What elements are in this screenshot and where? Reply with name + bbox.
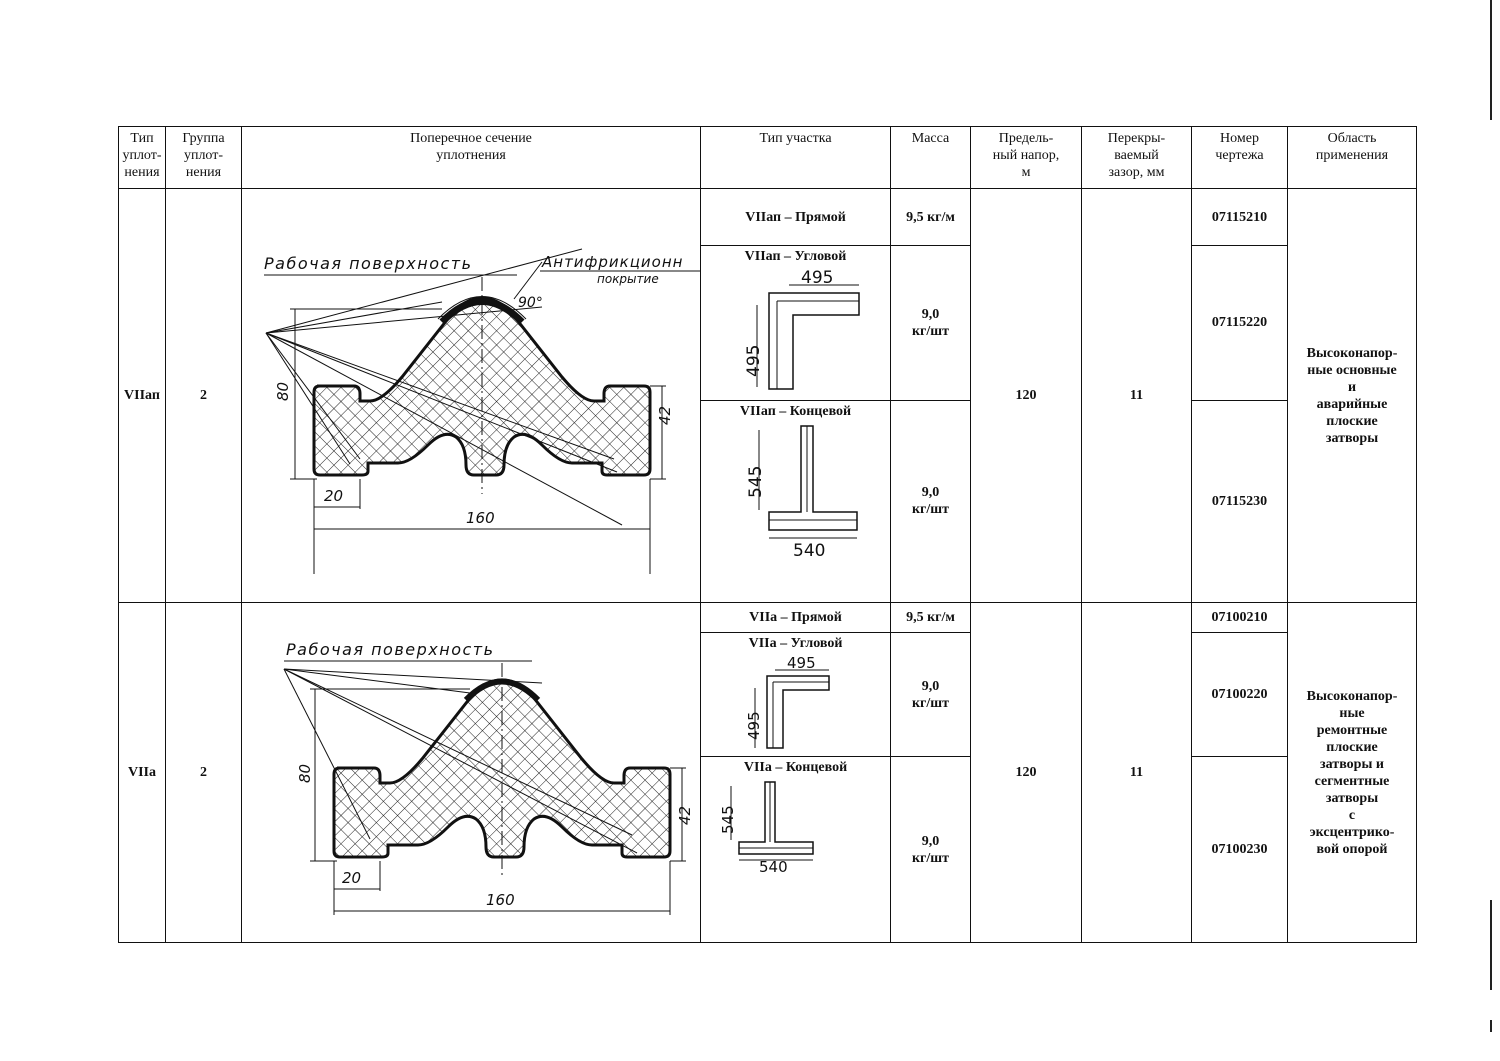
segment-corner bbox=[701, 246, 891, 400]
dim-foot-label: 20 bbox=[342, 869, 362, 887]
dim-right-label: 42 bbox=[656, 405, 674, 425]
segment-end-label: VIIап – Концевой bbox=[739, 403, 852, 419]
corner-dim-side: 495 bbox=[744, 344, 764, 378]
dim-height-label: 80 bbox=[274, 381, 292, 401]
end-dim-bottom: 540 bbox=[793, 540, 826, 561]
drawing-straight: 07115210 bbox=[1192, 189, 1288, 246]
scan-edge-line-top bbox=[1490, 0, 1492, 120]
cell-profile bbox=[242, 189, 701, 603]
table-header-row bbox=[119, 127, 1417, 189]
header-section: Поперечное сечение уплотнения bbox=[242, 127, 701, 189]
cell-group: 2 bbox=[166, 189, 242, 603]
scan-edge-line-bottom bbox=[1490, 900, 1492, 990]
coating-label: покрытие bbox=[597, 272, 659, 286]
end-dim-side: 545 bbox=[746, 465, 766, 498]
header-mass: Масса bbox=[891, 127, 971, 189]
dim-width-label: 160 bbox=[466, 509, 495, 527]
drawing-corner: 07100220 bbox=[1192, 633, 1288, 757]
end-piece-drawing bbox=[701, 420, 891, 596]
end-dim-side: 545 bbox=[719, 805, 737, 835]
drawing-corner: 07115220 bbox=[1192, 246, 1288, 400]
angle-label: 90° bbox=[518, 295, 543, 311]
scan-edge-mark bbox=[1490, 1020, 1492, 1032]
segment-end-label: VIIа – Концевой bbox=[743, 760, 848, 776]
dim-height-label: 80 bbox=[296, 763, 314, 783]
seal-profile-drawing-1 bbox=[242, 189, 701, 597]
mass-straight: 9,5 кг/м bbox=[891, 189, 971, 246]
segment-straight: VIIа – Прямой bbox=[701, 603, 891, 633]
dim-width-label: 160 bbox=[486, 891, 515, 909]
cell-area: Высоконапор- ные основные и аварийные плоские затворы bbox=[1288, 189, 1417, 603]
header-type: Тип уплот- нения bbox=[119, 127, 166, 189]
cell-head: 120 bbox=[971, 603, 1082, 943]
header-segment: Тип участка bbox=[701, 127, 891, 189]
drawing-end: 07115230 bbox=[1192, 400, 1288, 602]
table-row bbox=[119, 189, 1417, 246]
cell-profile bbox=[242, 603, 701, 943]
cell-gap: 11 bbox=[1082, 189, 1192, 603]
segment-corner-label: VIIа – Угловой bbox=[748, 636, 843, 652]
mass-end: 9,0 кг/шт bbox=[891, 757, 971, 943]
header-drawing: Номер чертежа bbox=[1192, 127, 1288, 189]
mass-corner: 9,0 кг/шт bbox=[891, 633, 971, 757]
dim-foot-label: 20 bbox=[324, 487, 344, 505]
corner-piece-drawing bbox=[701, 652, 891, 750]
cell-type: VIIап bbox=[119, 189, 166, 603]
work-surface-label: Рабочая поверхность bbox=[286, 640, 495, 659]
cell-group: 2 bbox=[166, 603, 242, 943]
drawing-end: 07100230 bbox=[1192, 757, 1288, 943]
corner-dim-top: 495 bbox=[787, 654, 816, 673]
seal-profile-drawing-2 bbox=[242, 603, 701, 937]
corner-dim-side: 495 bbox=[745, 711, 763, 741]
mass-straight: 9,5 кг/м bbox=[891, 603, 971, 633]
header-head: Предель- ный напор, м bbox=[971, 127, 1082, 189]
work-surface-label: Рабочая поверхность bbox=[264, 254, 473, 273]
antifriction-label: Антифрикционн bbox=[542, 253, 684, 271]
header-gap: Перекры- ваемый зазор, мм bbox=[1082, 127, 1192, 189]
table-row bbox=[119, 603, 1417, 633]
cell-type: VIIа bbox=[119, 603, 166, 943]
drawing-straight: 07100210 bbox=[1192, 603, 1288, 633]
segment-corner-label: VIIап – Угловой bbox=[744, 249, 847, 265]
end-piece-drawing bbox=[701, 776, 891, 916]
cell-head: 120 bbox=[971, 189, 1082, 603]
header-area: Область применения bbox=[1288, 127, 1417, 189]
corner-piece-drawing bbox=[701, 265, 891, 393]
segment-straight: VIIап – Прямой bbox=[701, 189, 891, 246]
segment-corner bbox=[701, 633, 891, 757]
header-group: Группа уплот- нения bbox=[166, 127, 242, 189]
seal-table bbox=[118, 126, 1417, 943]
corner-dim-top: 495 bbox=[801, 268, 834, 289]
cell-area: Высоконапор- ные ремонтные плоские затворы и сегментные затворы с эксцентрико- вой опорой bbox=[1288, 603, 1417, 943]
mass-corner: 9,0 кг/шт bbox=[891, 246, 971, 400]
cell-gap: 11 bbox=[1082, 603, 1192, 943]
dim-right-label: 42 bbox=[676, 805, 694, 825]
end-dim-bottom: 540 bbox=[759, 858, 788, 877]
segment-end bbox=[701, 757, 891, 943]
segment-end bbox=[701, 400, 891, 602]
mass-end: 9,0 кг/шт bbox=[891, 400, 971, 602]
